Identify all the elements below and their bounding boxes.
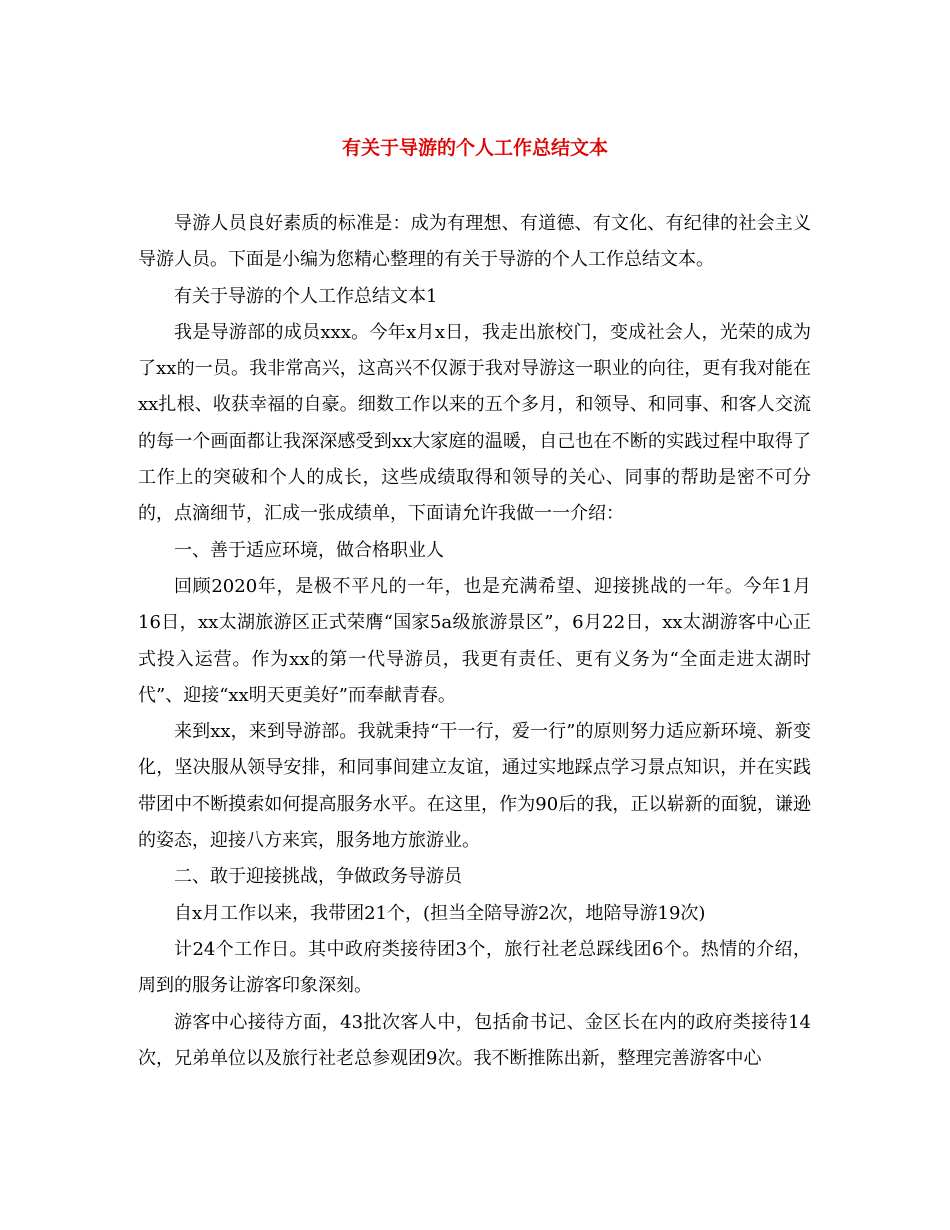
document-title: 有关于导游的个人工作总结文本 <box>341 137 608 159</box>
paragraph-intro: 导游人员良好素质的标准是：成为有理想、有道德、有文化、有纪律的社会主义导游人员。下面是小编为您精心整理的有关于导游的个人工作总结文本。 <box>138 213 811 271</box>
paragraph: 回顾2020年，是极不平凡的一年，也是充满希望、迎接挑战的一年。今年1月16日，xx太湖旅游区正式荣膺“国家5a级旅游景区”，6月22日，xx太湖游客中心正式投入运营。作为xx的第一代导游员，我更有责任、更有义务为“全面走进太湖时代”、迎接“xx明天更美好”而奉献青春。 <box>138 575 811 706</box>
paragraph: 游客中心接待方面，43批次客人中，包括俞书记、金区长在内的政府类接待14次，兄弟单位以及旅行社老总参观团9次。我不断推陈出新，整理完善游客中心 <box>138 1011 811 1069</box>
paragraph: 我是导游部的成员xxx。今年x月x日，我走出旅校门，变成社会人，光荣的成为了xx的一员。我非常高兴，这高兴不仅源于我对导游这一职业的向往，更有我对能在xx扎根、收获幸福的自豪。细数工作以来的五个多月，和领导、和同事、和客人交流的每一个画面都让我深深感受到xx大家庭的温暖，自己也在不断的实践过程中取得了工作上的突破和个人的成长，这些成绩取得和领导的关心、同事的帮助是密不可分的，点滴细节，汇成一张成绩单，下面请允许我做一一介绍： <box>138 321 811 525</box>
document-body <box>138 206 811 1077</box>
subheading: 一、善于适应环境，做合格职业人 <box>174 539 444 561</box>
paragraph: 计24个工作日。其中政府类接待团3个，旅行社老总踩线团6个。热情的介绍，周到的服务让游客印象深刻。 <box>138 938 811 997</box>
paragraph: 自x月工作以来，我带团21个，(担当全陪导游2次，地陪导游19次) <box>174 902 706 924</box>
paragraph: 来到xx，来到导游部。我就秉持“干一行，爱一行”的原则努力适应新环境、新变化，坚决服从领导安排，和同事间建立友谊，通过实地踩点学习景点知识，并在实践带团中不断摸索如何提高服务水平。在这里，作为90后的我，正以崭新的面貌，谦逊的姿态，迎接八方来宾，服务地方旅游业。 <box>138 721 811 852</box>
subheading: 二、敢于迎接挑战，争做政务导游员 <box>174 866 462 888</box>
section-heading-1: 有关于导游的个人工作总结文本1 <box>174 285 438 307</box>
